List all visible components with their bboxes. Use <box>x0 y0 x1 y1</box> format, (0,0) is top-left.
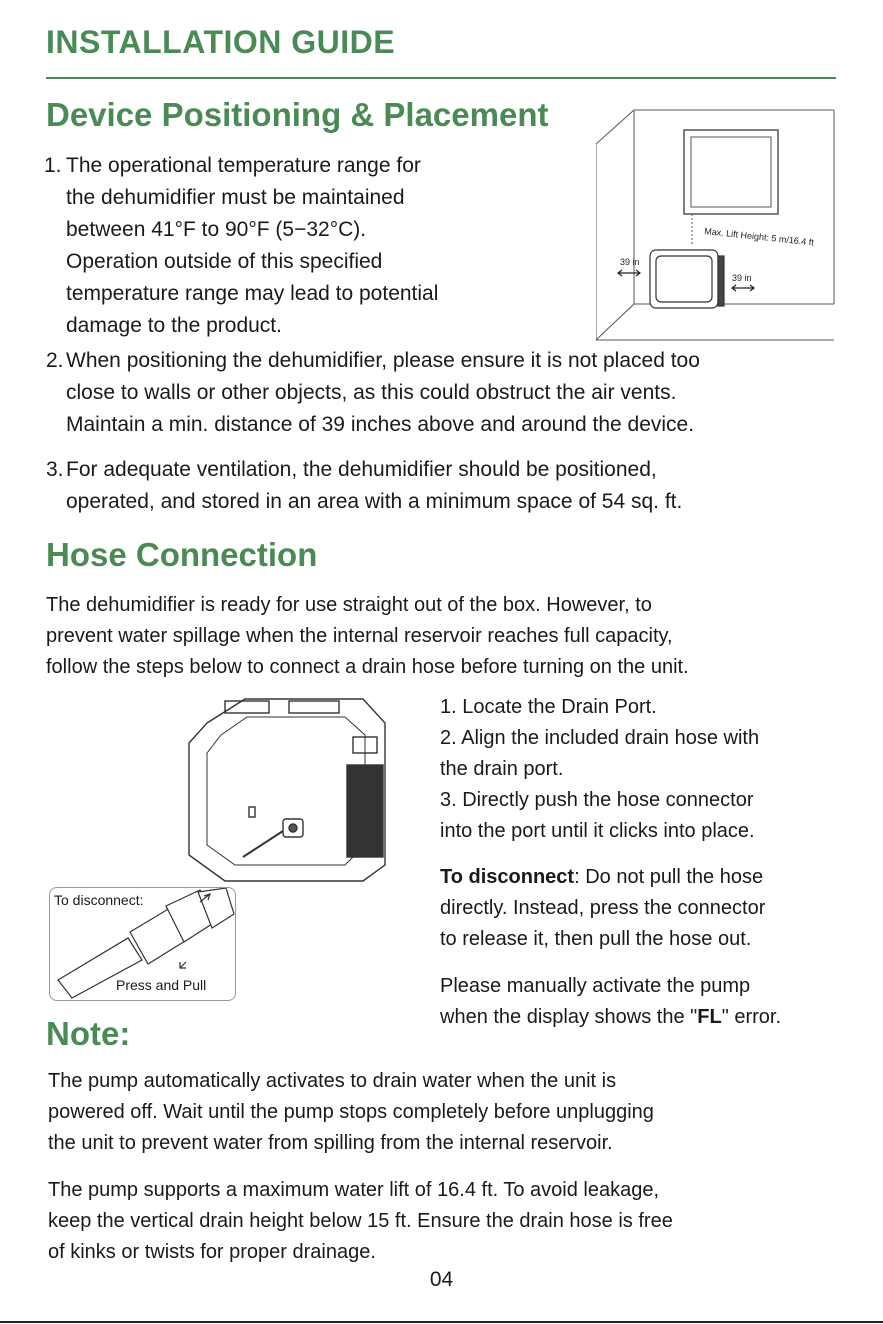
text-line: the unit to prevent water from spilling from the internal reservoir. <box>48 1132 613 1154</box>
disconnect-instructions <box>440 862 840 955</box>
text-line: when the display shows the " <box>440 1006 698 1028</box>
text-line: The pump automatically activates to drain water when the unit is <box>48 1070 617 1092</box>
error-code: FL <box>697 1006 722 1028</box>
note-paragraph-2 <box>48 1175 848 1268</box>
text-line: " error. <box>721 1006 782 1028</box>
text-line: powered off. Wait until the pump stops completely before unplugging <box>48 1101 654 1123</box>
dehumidifier-icon <box>650 250 724 308</box>
bottom-divider <box>0 1321 883 1323</box>
lift-height-label: Max. Lift Height: 5 m/16.4 ft <box>703 226 815 248</box>
hose-intro <box>46 590 846 683</box>
text-line: of kinks or twists for proper drainage. <box>48 1241 376 1263</box>
pump-instructions <box>440 971 860 1033</box>
text-line: directly. Instead, press the connector <box>440 897 766 919</box>
step-line: 1. Locate the Drain Port. <box>440 696 657 718</box>
step-line: 3. Directly push the hose connector <box>440 789 754 811</box>
title-divider <box>46 77 836 79</box>
right-clearance-label: 39 in <box>732 273 752 283</box>
text-line: prevent water spillage when the internal reservoir reaches full capacity, <box>46 625 673 647</box>
page-title: INSTALLATION GUIDE <box>46 24 396 60</box>
step-line: into the port until it clicks into place. <box>440 820 755 842</box>
note-paragraph-1 <box>48 1066 848 1159</box>
text-line: For adequate ventilation, the dehumidifier should be positioned, <box>66 458 657 481</box>
text-line: Please manually activate the pump <box>440 975 751 997</box>
text-line: Maintain a min. distance of 39 inches above and around the device. <box>66 413 695 436</box>
dehumidifier-drain-illustration <box>185 695 395 885</box>
text-line: temperature range may lead to potential <box>66 282 439 305</box>
text-line: The operational temperature range for <box>66 154 421 177</box>
text-line: operated, and stored in an area with a minimum space of 54 sq. ft. <box>66 490 683 513</box>
text-line: to release it, then pull the hose out. <box>440 928 752 950</box>
section-heading-positioning: Device Positioning & Placement <box>46 96 549 133</box>
positioning-item-2 <box>46 345 846 441</box>
disconnect-inset <box>49 887 236 1001</box>
inset-title: To disconnect: <box>54 892 144 908</box>
positioning-item-1 <box>46 150 586 342</box>
inset-caption: Press and Pull <box>116 977 207 993</box>
placement-diagram <box>596 106 836 344</box>
text-line: When positioning the dehumidifier, please ensure it is not placed too <box>66 349 700 372</box>
item-number: 1. <box>44 154 62 177</box>
text-line: The dehumidifier is ready for use straight out of the box. However, to <box>46 594 652 616</box>
text-line: the dehumidifier must be maintained <box>66 186 405 209</box>
text-line: : Do not pull the hose <box>574 866 764 888</box>
left-clearance-label: 39 in <box>620 257 640 267</box>
text-line: between 41°F to 90°F (5−32°C). <box>66 218 367 241</box>
disconnect-label: To disconnect <box>440 866 575 888</box>
text-line: damage to the product. <box>66 314 282 337</box>
hose-steps <box>440 692 840 847</box>
step-line: the drain port. <box>440 758 564 780</box>
text-line: Operation outside of this specified <box>66 250 383 273</box>
item-number: 3. <box>46 458 64 481</box>
step-line: 2. Align the included drain hose with <box>440 727 760 749</box>
page-number: 04 <box>429 1268 454 1291</box>
section-heading-note: Note: <box>46 1015 131 1052</box>
item-number: 2. <box>46 349 64 372</box>
text-line: follow the steps below to connect a drain hose before turning on the unit. <box>46 656 689 678</box>
text-line: The pump supports a maximum water lift of 16.4 ft. To avoid leakage, <box>48 1179 660 1201</box>
positioning-item-3 <box>46 454 846 518</box>
text-line: close to walls or other objects, as this could obstruct the air vents. <box>66 381 677 404</box>
section-heading-hose: Hose Connection <box>46 536 318 573</box>
text-line: keep the vertical drain height below 15 ft. Ensure the drain hose is free <box>48 1210 673 1232</box>
